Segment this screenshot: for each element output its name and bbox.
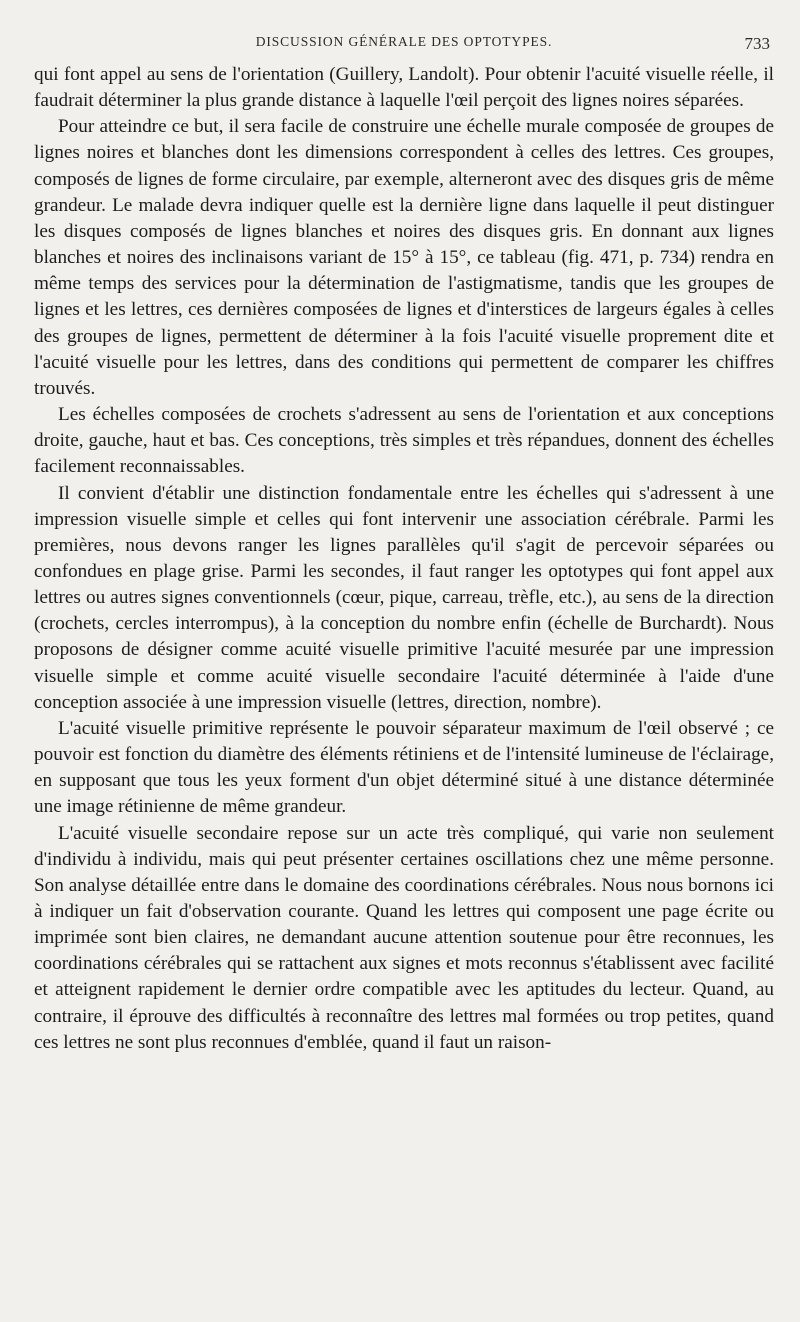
paragraph: Les échelles composées de crochets s'adressent au sens de l'orientation et aux conceptions droite, gauche, haut et bas. Ces conceptions, très simples et très répandues, donnent des échelles facilement reconnaissables.	[34, 404, 774, 478]
paragraph: Pour atteindre ce but, il sera facile de construire une échelle murale composée de groupes de lignes noires et blanches dont les dimensions correspondent à celles des lettres. Ces groupes, composés de lignes de forme circulaire, par exemple, alterneront avec des disques gris de même grandeur. Le malade devra indiquer quelle est la dernière ligne dans laquelle il peut distinguer les disques composés de lignes blanches et noires des disques gris. En donnant aux lignes blanches et noires des inclinaisons variant de 15° à 15°, ce tableau (fig. 471, p. 734) rendra en même temps des services pour la détermination de l'astigmatisme, tandis que les groupes de lignes et les lettres, ces dernières composées de lignes et d'interstices de largeurs égales à celles des groupes de lignes, permettent de déterminer à la fois l'acuité visuelle proprement dite et l'acuité visuelle pour les lettres, dans des conditions qui permettent de comparer les chiffres trouvés.	[34, 116, 774, 399]
paragraph: Il convient d'établir une distinction fondamentale entre les échelles qui s'adressent à une impression visuelle simple et celles qui font intervenir une association cérébrale. Parmi les premières, nous devons ranger les lignes parallèles qu'il s'agit de percevoir séparées ou confondues en plage grise. Parmi les secondes, il faut ranger les optotypes qui font appel aux lettres ou autres signes conventionnels (cœur, pique, carreau, trèfle, etc.), au sens de la direction (crochets, cercles interrompus), à la conception du nombre enfin (échelle de Burchardt). Nous proposons de désigner comme acuité visuelle primitive l'acuité mesurée par une impression visuelle simple et comme acuité visuelle secondaire l'acuité déterminée à l'aide d'une conception associée à une impression visuelle (lettres, direction, nombre).	[34, 482, 774, 713]
page-number: 733	[744, 34, 770, 53]
page-header	[34, 0, 774, 62]
body-text	[34, 62, 774, 1056]
paragraph-continued: qui font appel au sens de l'orientation (Guillery, Landolt). Pour obtenir l'acuité visuelle réelle, il faudrait déterminer la plus grande distance à laquelle l'œil perçoit des lignes noires séparées.	[34, 64, 774, 112]
paragraph: L'acuité visuelle secondaire repose sur un acte très compliqué, qui varie non seulement d'individu à individu, mais qui peut présenter certaines oscillations chez une même personne. Son analyse détaillée entre dans le domaine des coordinations cérébrales. Nous nous bornons ici à indiquer un fait d'observation courante. Quand les lettres qui composent une page écrite ou imprimée sont bien claires, ne demandant aucune attention soutenue pour être reconnues, les coordinations cérébrales qui se rattachent aux signes et mots reconnus s'établissent avec facilité et atteignent rapidement le dernier ordre compatible avec les aptitudes du lecteur. Quand, au contraire, il éprouve des difficultés à reconnaître des lettres mal formées ou trop petites, quand ces lettres ne sont plus reconnues d'emblée, quand il faut un raison-	[34, 822, 774, 1053]
paragraph: L'acuité visuelle primitive représente le pouvoir séparateur maximum de l'œil observé ; ce pouvoir est fonction du diamètre des éléments rétiniens et de l'intensité lumineuse de l'éclairage, en supposant que tous les yeux forment d'un objet déterminé situé à une distance déterminée une image rétinienne de même grandeur.	[34, 717, 774, 818]
running-title: DISCUSSION GÉNÉRALE DES OPTOTYPES.	[255, 34, 553, 49]
